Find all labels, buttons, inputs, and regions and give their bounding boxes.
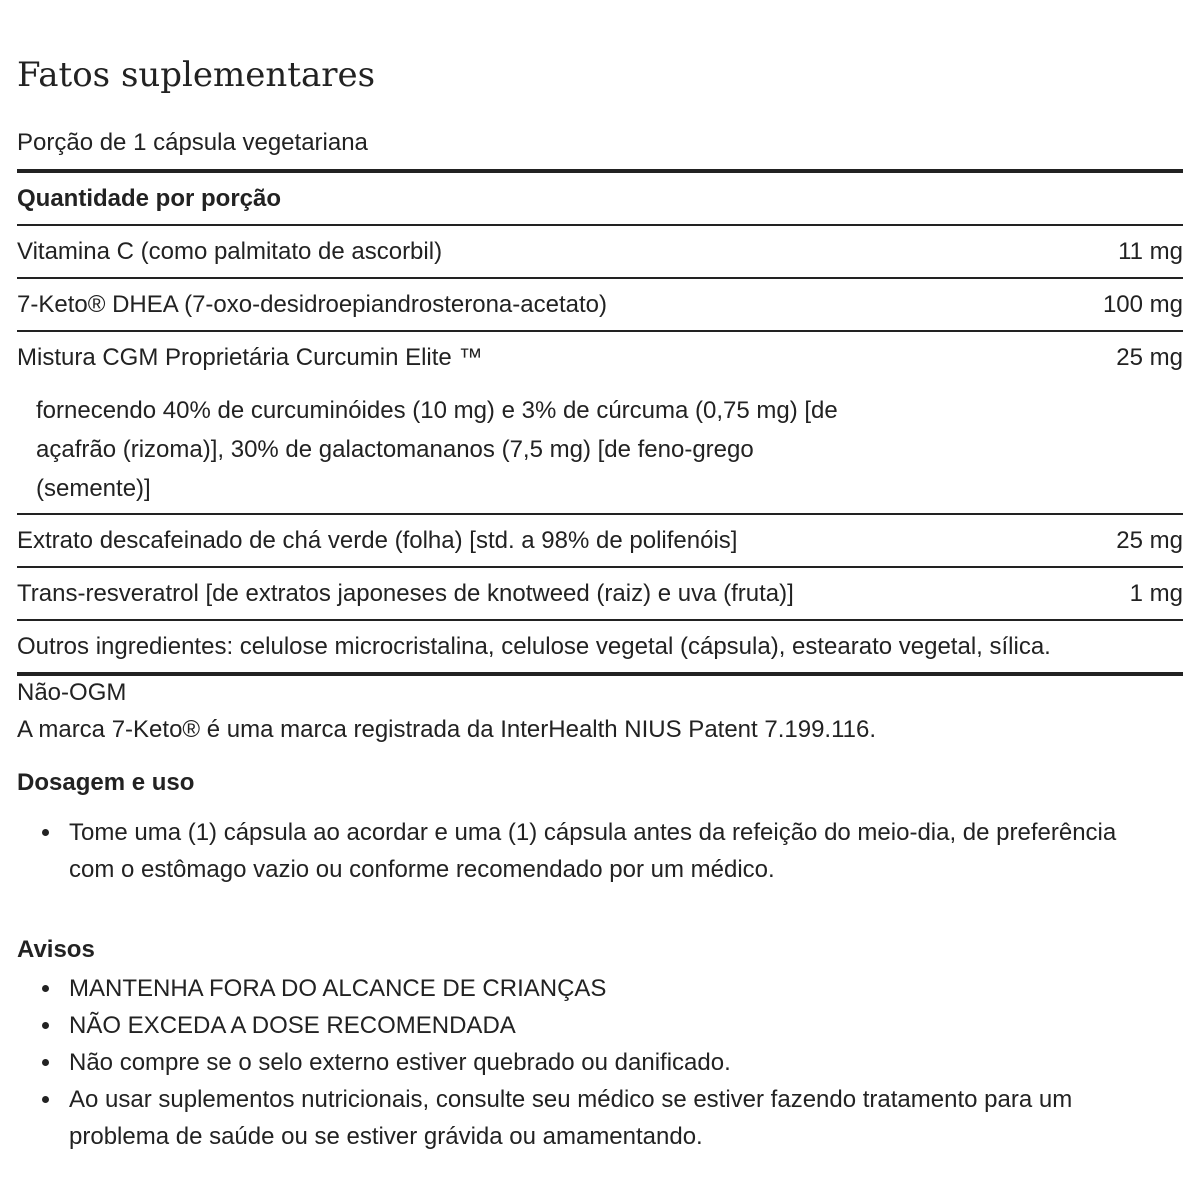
list-item-text: Não compre se o selo externo estiver quebrado ou danificado. [69,1049,731,1076]
nutrient-row [17,515,1183,568]
bullet-icon [42,1059,49,1066]
list-item-text: Ao usar suplementos nutricionais, consulte seu médico se estiver fazendo tratamento para um problema de saúde ou se estiver grávida ou amamentando. [69,1086,1073,1150]
nutrient-row-blend [17,332,1183,515]
nutrient-amount: 11 mg [1118,238,1183,265]
blend-line [17,332,1183,383]
nutrient-amount: 25 mg [1116,527,1183,554]
nutrient-amount: 1 mg [1129,580,1183,607]
list-item [17,814,1144,888]
nutrient-label: Mistura CGM Proprietária Curcumin Elite ™ [17,344,483,371]
list-item-text: MANTENHA FORA DO ALCANCE DE CRIANÇAS [69,975,607,1002]
nutrient-label: 7-Keto® DHEA (7-oxo-desidroepiandrosterona-acetato) [17,291,607,318]
list-item [17,970,1144,1007]
bullet-icon [42,829,49,836]
bullet-icon [42,1022,49,1029]
facts-table [17,169,1183,676]
warnings-list [17,970,1183,1155]
list-item-text: NÃO EXCEDA A DOSE RECOMENDADA [69,1012,516,1039]
bullet-icon [42,1096,49,1103]
non-gmo-note: Não-OGM [17,679,127,706]
nutrient-label: Extrato descafeinado de chá verde (folha) [std. a 98% de polifenóis] [17,527,738,554]
dosage-heading: Dosagem e uso [17,769,195,796]
list-item-text: Tome uma (1) cápsula ao acordar e uma (1) cápsula antes da refeição do meio-dia, de preferência com o estômago vazio ou conforme recomendado por um médico. [69,819,1117,883]
nutrient-row [17,568,1183,621]
trademark-note: A marca 7-Keto® é uma marca registrada da InterHealth NIUS Patent 7.199.116. [17,716,877,743]
list-item [17,1081,1144,1155]
list-item [17,1007,1144,1044]
nutrient-row [17,279,1183,332]
other-ingredients: Outros ingredientes: celulose microcristalina, celulose vegetal (cápsula), estearato vegetal, sílica. [17,621,1183,676]
nutrient-row [17,226,1183,279]
bullet-icon [42,985,49,992]
amount-header-row [17,173,1183,226]
page-title: Fatos suplementares [17,55,376,95]
nutrient-label: Trans-resveratrol [de extratos japoneses de knotweed (raiz) e uva (fruta)] [17,580,794,607]
list-item [17,1044,1144,1081]
blend-detail: fornecendo 40% de curcuminóides (10 mg) e 3% de cúrcuma (0,75 mg) [de açafrão (rizoma)], 30% de galactomananos (7,5 mg) [de feno-grego (semente)] [36,397,838,502]
nutrient-label: Vitamina C (como palmitato de ascorbil) [17,238,443,265]
serving-size: Porção de 1 cápsula vegetariana [17,129,368,156]
nutrient-amount: 25 mg [1116,344,1183,371]
amount-header: Quantidade por porção [17,185,282,212]
nutrient-amount: 100 mg [1102,291,1183,318]
warnings-heading: Avisos [17,936,95,963]
dosage-list [17,814,1183,888]
